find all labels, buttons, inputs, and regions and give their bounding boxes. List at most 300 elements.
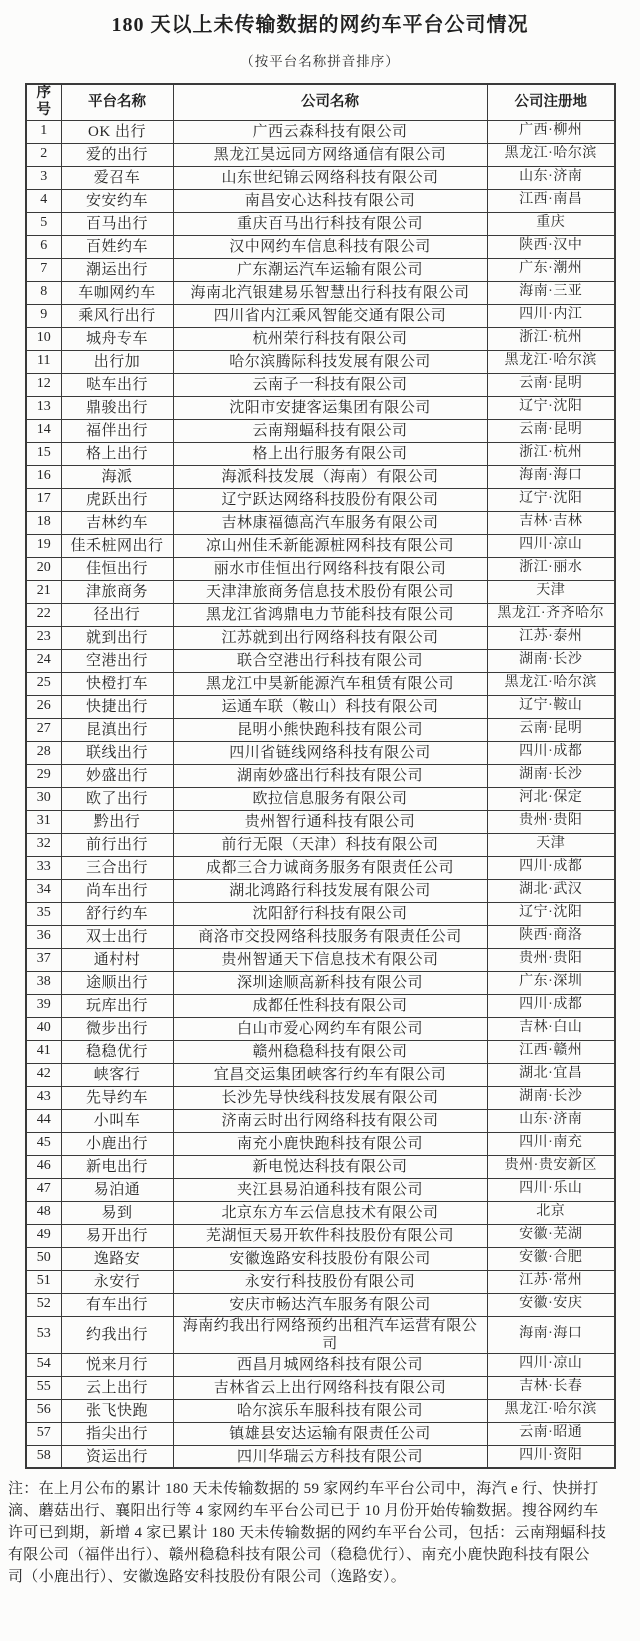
platform-name: 车咖网约车 [61,281,173,304]
table-row [26,304,615,327]
table-row [26,695,615,718]
row-index: 2 [26,143,61,166]
row-index: 58 [26,1445,61,1468]
table-row [26,787,615,810]
company-name: 天津津旅商务信息技术股份有限公司 [173,580,487,603]
platform-name: 欧了出行 [61,787,173,810]
company-name: 南昌安心达科技有限公司 [173,189,487,212]
registration-location: 陕西·汉中 [487,235,615,258]
row-index: 55 [26,1376,61,1399]
table-row [26,902,615,925]
platform-name: 途顺出行 [61,971,173,994]
table-row [26,603,615,626]
platform-name: 津旅商务 [61,580,173,603]
row-index: 54 [26,1353,61,1376]
platform-name: 新电出行 [61,1155,173,1178]
registration-location: 云南·昆明 [487,718,615,741]
table-row [26,350,615,373]
table-row [26,488,615,511]
registration-location: 云南·昆明 [487,419,615,442]
company-name: 黑龙江中昊新能源汽车租赁有限公司 [173,672,487,695]
company-name: 南充小鹿快跑科技有限公司 [173,1132,487,1155]
table-row [26,235,615,258]
row-index: 30 [26,787,61,810]
registration-location: 安徽·合肥 [487,1247,615,1270]
row-index: 44 [26,1109,61,1132]
platform-name: 双士出行 [61,925,173,948]
company-name: 商洛市交投网络科技服务有限责任公司 [173,925,487,948]
row-index: 5 [26,212,61,235]
row-index: 37 [26,948,61,971]
platform-name: 佳恒出行 [61,557,173,580]
table-row [26,1445,615,1468]
company-name: 深圳途顺高新科技有限公司 [173,971,487,994]
platform-name: 吉林约车 [61,511,173,534]
table-row [26,1017,615,1040]
company-name: 贵州智行通科技有限公司 [173,810,487,833]
row-index: 39 [26,994,61,1017]
platform-name: 黔出行 [61,810,173,833]
table-row [26,764,615,787]
row-index: 34 [26,879,61,902]
registration-location: 湖北·武汉 [487,879,615,902]
row-index: 36 [26,925,61,948]
table-row [26,143,615,166]
registration-location: 四川·南充 [487,1132,615,1155]
company-name: 广西云森科技有限公司 [173,120,487,143]
table-row [26,833,615,856]
registration-location: 云南·昭通 [487,1422,615,1445]
table-row [26,994,615,1017]
page-title: 180 天以上未传输数据的网约车平台公司情况 [111,14,529,36]
row-index: 3 [26,166,61,189]
registration-location: 辽宁·沈阳 [487,396,615,419]
registration-location: 四川·内江 [487,304,615,327]
row-index: 57 [26,1422,61,1445]
platform-name: 小叫车 [61,1109,173,1132]
row-index: 45 [26,1132,61,1155]
table-row [26,1040,615,1063]
table-row [26,166,615,189]
company-name: 湖南妙盛出行科技有限公司 [173,764,487,787]
platform-name: 易泊通 [61,1178,173,1201]
row-index: 1 [26,120,61,143]
platform-name: 易开出行 [61,1224,173,1247]
platform-name: 爱的出行 [61,143,173,166]
table-row [26,465,615,488]
row-index: 24 [26,649,61,672]
company-name: 海南北汽银建易乐智慧出行科技有限公司 [173,281,487,304]
company-name: 镇雄县安达运输有限责任公司 [173,1422,487,1445]
table-row [26,534,615,557]
footnote-line: 有限公司（福伴出行）、赣州稳稳科技有限公司（稳稳优行）、南充小鹿快跑科技有限公 [8,1547,590,1564]
table-row [26,1109,615,1132]
company-name: 杭州荣行科技有限公司 [173,327,487,350]
company-name: 沈阳舒行科技有限公司 [173,902,487,925]
platform-name: 玩库出行 [61,994,173,1017]
row-index: 21 [26,580,61,603]
platform-name: OK 出行 [61,120,173,143]
platform-name: 约我出行 [61,1316,173,1353]
platform-name: 通村村 [61,948,173,971]
company-name: 丽水市佳恒出行网络科技有限公司 [173,557,487,580]
platform-name: 前行出行 [61,833,173,856]
table-row [26,1376,615,1399]
company-table [25,83,616,1469]
registration-location: 河北·保定 [487,787,615,810]
registration-location: 海南·海口 [487,465,615,488]
header-company: 公司名称 [173,84,487,120]
company-name: 山东世纪锦云网络科技有限公司 [173,166,487,189]
table-row [26,281,615,304]
registration-location: 浙江·杭州 [487,327,615,350]
footnote-line: 司（小鹿出行）、安徽逸路安科技股份有限公司（逸路安）。 [8,1569,407,1586]
registration-location: 江苏·泰州 [487,626,615,649]
registration-location: 江西·赣州 [487,1040,615,1063]
platform-name: 出行加 [61,350,173,373]
company-name: 安庆市畅达汽车服务有限公司 [173,1293,487,1316]
company-name: 北京东方车云信息技术有限公司 [173,1201,487,1224]
platform-name: 微步出行 [61,1017,173,1040]
platform-name: 张飞快跑 [61,1399,173,1422]
table-row [26,327,615,350]
table-row [26,442,615,465]
row-index: 40 [26,1017,61,1040]
footnote-line: 注：在上月公布的累计 180 天未传输数据的 59 家网约车平台公司中，海汽 e 行、快拼打 [8,1481,599,1498]
registration-location: 辽宁·沈阳 [487,488,615,511]
platform-name: 就到出行 [61,626,173,649]
row-index: 29 [26,764,61,787]
registration-location: 湖南·长沙 [487,649,615,672]
row-index: 25 [26,672,61,695]
table-row [26,1201,615,1224]
table-row [26,373,615,396]
company-name: 白山市爱心网约车有限公司 [173,1017,487,1040]
platform-name: 百马出行 [61,212,173,235]
platform-name: 百姓约车 [61,235,173,258]
company-name: 海派科技发展（海南）有限公司 [173,465,487,488]
table-row [26,856,615,879]
platform-name: 易到 [61,1201,173,1224]
platform-name: 哒车出行 [61,373,173,396]
platform-name: 潮运出行 [61,258,173,281]
company-name: 成都任性科技有限公司 [173,994,487,1017]
company-name: 夹江县易泊通科技有限公司 [173,1178,487,1201]
platform-name: 径出行 [61,603,173,626]
platform-name: 快橙打车 [61,672,173,695]
row-index: 41 [26,1040,61,1063]
table-row [26,396,615,419]
platform-name: 爱召车 [61,166,173,189]
footnote-line: 滴、蘑菇出行、襄阳出行等 4 家网约车平台公司已于 10 月份开始传输数据。搜谷网约车 [8,1503,599,1520]
row-index: 32 [26,833,61,856]
company-name: 贵州智通天下信息技术有限公司 [173,948,487,971]
table-row [26,419,615,442]
registration-location: 陕西·商洛 [487,925,615,948]
table-row [26,580,615,603]
table-row [26,511,615,534]
registration-location: 山东·济南 [487,166,615,189]
table-row [26,1178,615,1201]
company-name: 湖北鸿路行科技发展有限公司 [173,879,487,902]
registration-location: 湖南·长沙 [487,764,615,787]
company-name: 云南翔蝠科技有限公司 [173,419,487,442]
registration-location: 吉林·长春 [487,1376,615,1399]
platform-name: 佳禾桩网出行 [61,534,173,557]
registration-location: 黑龙江·哈尔滨 [487,143,615,166]
row-index: 7 [26,258,61,281]
registration-location: 海南·三亚 [487,281,615,304]
company-name: 新电悦达科技有限公司 [173,1155,487,1178]
company-name: 汉中网约车信息科技有限公司 [173,235,487,258]
row-index: 4 [26,189,61,212]
row-index: 23 [26,626,61,649]
registration-location: 四川·乐山 [487,1178,615,1201]
registration-location: 山东·济南 [487,1109,615,1132]
table-header-row [26,84,615,120]
table-row [26,120,615,143]
table-row [26,1422,615,1445]
row-index: 18 [26,511,61,534]
footnote-line: 许可已到期，新增 4 家已累计 180 天未传输数据的网约车平台公司，包括：云南翔蝠科技 [8,1525,607,1542]
company-name: 吉林省云上出行网络科技有限公司 [173,1376,487,1399]
registration-location: 广东·潮州 [487,258,615,281]
registration-location: 浙江·杭州 [487,442,615,465]
company-name: 格上出行服务有限公司 [173,442,487,465]
registration-location: 海南·海口 [487,1316,615,1353]
company-name: 安徽逸路安科技股份有限公司 [173,1247,487,1270]
company-name: 哈尔滨乐车服科技有限公司 [173,1399,487,1422]
row-index: 17 [26,488,61,511]
company-name: 欧拉信息服务有限公司 [173,787,487,810]
table-row [26,971,615,994]
registration-location: 云南·昆明 [487,373,615,396]
table-row [26,1316,615,1353]
company-name: 黑龙江昊远同方网络通信有限公司 [173,143,487,166]
header-platform: 平台名称 [61,84,173,120]
platform-name: 妙盛出行 [61,764,173,787]
row-index: 38 [26,971,61,994]
row-index: 43 [26,1086,61,1109]
table-row [26,948,615,971]
row-index: 20 [26,557,61,580]
row-index: 14 [26,419,61,442]
registration-location: 黑龙江·哈尔滨 [487,350,615,373]
registration-location: 重庆 [487,212,615,235]
registration-location: 安徽·芜湖 [487,1224,615,1247]
table-row [26,1247,615,1270]
row-index: 28 [26,741,61,764]
platform-name: 永安行 [61,1270,173,1293]
platform-name: 尚车出行 [61,879,173,902]
registration-location: 四川·凉山 [487,534,615,557]
table-row [26,557,615,580]
registration-location: 湖南·长沙 [487,1086,615,1109]
registration-location: 江苏·常州 [487,1270,615,1293]
row-index: 53 [26,1316,61,1353]
registration-location: 四川·成都 [487,856,615,879]
header-index: 序号 [26,84,61,120]
platform-name: 乘风行出行 [61,304,173,327]
platform-name: 小鹿出行 [61,1132,173,1155]
platform-name: 资运出行 [61,1445,173,1468]
table-row [26,672,615,695]
table-row [26,1155,615,1178]
registration-location: 浙江·丽水 [487,557,615,580]
registration-location: 吉林·吉林 [487,511,615,534]
row-index: 19 [26,534,61,557]
registration-location: 贵州·贵阳 [487,810,615,833]
registration-location: 贵州·贵安新区 [487,1155,615,1178]
row-index: 27 [26,718,61,741]
table-row [26,1086,615,1109]
company-name: 凉山州佳禾新能源桩网科技有限公司 [173,534,487,557]
platform-name: 逸路安 [61,1247,173,1270]
registration-location: 吉林·白山 [487,1017,615,1040]
company-name: 前行无限（天津）科技有限公司 [173,833,487,856]
company-name: 黑龙江省鸿鼎电力节能科技有限公司 [173,603,487,626]
platform-name: 联线出行 [61,741,173,764]
row-index: 51 [26,1270,61,1293]
registration-location: 黑龙江·齐齐哈尔 [487,603,615,626]
registration-location: 北京 [487,1201,615,1224]
table-row [26,718,615,741]
row-index: 8 [26,281,61,304]
platform-name: 空港出行 [61,649,173,672]
table-row [26,626,615,649]
company-name: 济南云时出行网络科技有限公司 [173,1109,487,1132]
row-index: 49 [26,1224,61,1247]
platform-name: 格上出行 [61,442,173,465]
platform-name: 三合出行 [61,856,173,879]
registration-location: 辽宁·鞍山 [487,695,615,718]
company-name: 辽宁跃达网络科技股份有限公司 [173,488,487,511]
platform-name: 福伴出行 [61,419,173,442]
company-name: 云南子一科技有限公司 [173,373,487,396]
table-row [26,879,615,902]
row-index: 42 [26,1063,61,1086]
table-row [26,925,615,948]
registration-location: 黑龙江·哈尔滨 [487,1399,615,1422]
registration-location: 天津 [487,833,615,856]
table-row [26,1293,615,1316]
company-name: 成都三合力诚商务服务有限责任公司 [173,856,487,879]
company-name: 长沙先导快线科技发展有限公司 [173,1086,487,1109]
registration-location: 四川·成都 [487,994,615,1017]
platform-name: 虎跃出行 [61,488,173,511]
platform-name: 峡客行 [61,1063,173,1086]
table-row [26,1063,615,1086]
platform-name: 海派 [61,465,173,488]
platform-name: 云上出行 [61,1376,173,1399]
registration-location: 四川·凉山 [487,1353,615,1376]
row-index: 47 [26,1178,61,1201]
platform-name: 鼎骏出行 [61,396,173,419]
row-index: 11 [26,350,61,373]
platform-name: 昆滇出行 [61,718,173,741]
registration-location: 湖北·宜昌 [487,1063,615,1086]
table-row [26,1270,615,1293]
company-name: 宜昌交运集团峡客行约车有限公司 [173,1063,487,1086]
platform-name: 指尖出行 [61,1422,173,1445]
table-row [26,1224,615,1247]
company-name: 哈尔滨腾际科技发展有限公司 [173,350,487,373]
table-row [26,189,615,212]
company-name: 昆明小熊快跑科技有限公司 [173,718,487,741]
row-index: 15 [26,442,61,465]
registration-location: 广东·深圳 [487,971,615,994]
row-index: 52 [26,1293,61,1316]
company-name: 西昌月城网络科技有限公司 [173,1353,487,1376]
row-index: 31 [26,810,61,833]
registration-location: 广西·柳州 [487,120,615,143]
platform-name: 快捷出行 [61,695,173,718]
row-index: 6 [26,235,61,258]
company-name: 联合空港出行科技有限公司 [173,649,487,672]
row-index: 13 [26,396,61,419]
table-row [26,1399,615,1422]
company-name: 四川华瑞云方科技有限公司 [173,1445,487,1468]
row-index: 26 [26,695,61,718]
table-row [26,741,615,764]
company-name: 广东潮运汽车运输有限公司 [173,258,487,281]
company-name: 海南约我出行网络预约出租汽车运营有限公司 [173,1316,487,1353]
row-index: 50 [26,1247,61,1270]
company-name: 四川省链线网络科技有限公司 [173,741,487,764]
company-name: 吉林康福德高汽车服务有限公司 [173,511,487,534]
table-row [26,1353,615,1376]
registration-location: 贵州·贵阳 [487,948,615,971]
registration-location: 四川·成都 [487,741,615,764]
row-index: 46 [26,1155,61,1178]
registration-location: 江西·南昌 [487,189,615,212]
table-row [26,258,615,281]
platform-name: 安安约车 [61,189,173,212]
platform-name: 舒行约车 [61,902,173,925]
registration-location: 辽宁·沈阳 [487,902,615,925]
platform-name: 稳稳优行 [61,1040,173,1063]
company-name: 永安行科技股份有限公司 [173,1270,487,1293]
platform-name: 城舟专车 [61,327,173,350]
table-row [26,212,615,235]
row-index: 48 [26,1201,61,1224]
registration-location: 四川·资阳 [487,1445,615,1468]
registration-location: 黑龙江·哈尔滨 [487,672,615,695]
row-index: 22 [26,603,61,626]
company-name: 江苏就到出行网络科技有限公司 [173,626,487,649]
row-index: 35 [26,902,61,925]
table-row [26,1132,615,1155]
platform-name: 先导约车 [61,1086,173,1109]
footnote [8,1478,633,1588]
row-index: 56 [26,1399,61,1422]
company-name: 四川省内江乘风智能交通有限公司 [173,304,487,327]
registration-location: 安徽·安庆 [487,1293,615,1316]
row-index: 12 [26,373,61,396]
platform-name: 悦来月行 [61,1353,173,1376]
row-index: 10 [26,327,61,350]
page-subtitle: （按平台名称拼音排序） [240,54,400,69]
platform-name: 有车出行 [61,1293,173,1316]
table-row [26,649,615,672]
row-index: 16 [26,465,61,488]
company-name: 运通车联（鞍山）科技有限公司 [173,695,487,718]
registration-location: 天津 [487,580,615,603]
table-body [26,120,615,1468]
table-row [26,810,615,833]
company-name: 赣州稳稳科技有限公司 [173,1040,487,1063]
header-location: 公司注册地 [487,84,615,120]
